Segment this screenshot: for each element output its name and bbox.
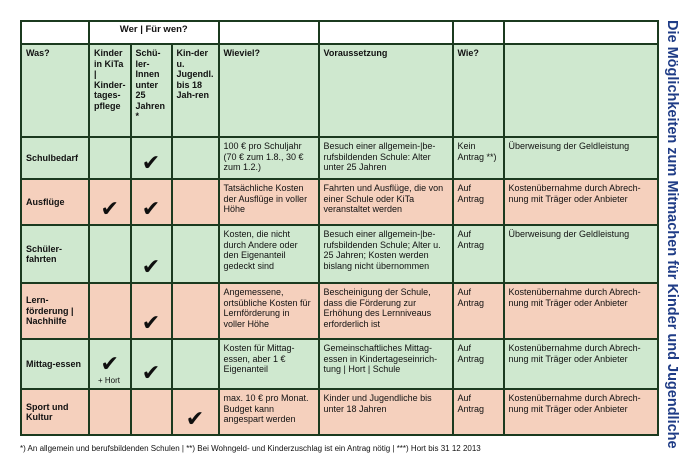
check-schueler bbox=[131, 283, 172, 339]
cell-how: Auf Antrag bbox=[453, 179, 504, 225]
check-icon: ✔ bbox=[141, 361, 161, 386]
check-jugend bbox=[172, 389, 219, 435]
check-icon: ✔ bbox=[141, 151, 161, 176]
check-icon: ✔ bbox=[185, 407, 205, 432]
header-result bbox=[504, 44, 658, 137]
check-kita bbox=[89, 283, 131, 339]
cell-result: Kostenübernahme durch Abrech-nung mit Träger oder Anbieter bbox=[504, 389, 658, 435]
group-header: Wer | Für wen? bbox=[89, 21, 219, 44]
cell-how-much: max. 10 € pro Monat. Budget kann angespart werden bbox=[219, 389, 319, 435]
header-how: Wie? bbox=[453, 44, 504, 137]
cell-how-much: Tatsächliche Kosten der Ausflüge in voller Höhe bbox=[219, 179, 319, 225]
header-spacer bbox=[453, 21, 504, 44]
check-icon: ✔ bbox=[100, 197, 119, 222]
cell-requirement: Kinder und Jugendliche bis unter 18 Jahren bbox=[319, 389, 453, 435]
cell-how-much: 100 € pro Schuljahr (70 € zum 1.8., 30 € zum 1.2.) bbox=[219, 137, 319, 179]
cell-how-much: Angemessene, ortsübliche Kosten für Lernförderung in voller Höhe bbox=[219, 283, 319, 339]
check-kita bbox=[89, 137, 131, 179]
check-icon: ✔ bbox=[141, 311, 161, 336]
cell-requirement: Besuch einer allgemein-|be-rufsbildenden Schule; Alter u. 25 Jahren; Kosten werden bislang nicht übernommen bbox=[319, 225, 453, 283]
cell-requirement: Gemeinschaftliches Mittag-essen in Kindertageseinrich-tung | Hort | Schule bbox=[319, 339, 453, 389]
cell-requirement: Fahrten und Ausflüge, die von einer Schule oder KiTa veranstaltet werden bbox=[319, 179, 453, 225]
check-jugend bbox=[172, 225, 219, 283]
corner-cell bbox=[21, 21, 89, 44]
header-schueler: Schü-ler-Innen unter 25 Jahren * bbox=[131, 44, 172, 137]
cell-result: Kostenübernahme durch Abrech-nung mit Träger oder Anbieter bbox=[504, 179, 658, 225]
table-row bbox=[21, 225, 658, 283]
table-row bbox=[21, 179, 658, 225]
cell-requirement: Bescheinigung der Schule, dass die Förderung zur Erhöhung des Lernniveaus erforderlich ist bbox=[319, 283, 453, 339]
row-label: Ausflüge bbox=[21, 179, 89, 225]
check-kita bbox=[89, 179, 131, 225]
table-row bbox=[21, 389, 658, 435]
hort-note: + Hort bbox=[98, 376, 121, 385]
cell-how: Auf Antrag bbox=[453, 225, 504, 283]
cell-how: Auf Antrag bbox=[453, 283, 504, 339]
check-jugend bbox=[172, 339, 219, 389]
table-row bbox=[21, 137, 658, 179]
check-kita bbox=[89, 225, 131, 283]
check-schueler bbox=[131, 225, 172, 283]
cell-result: Kostenübernahme durch Abrech-nung mit Träger oder Anbieter bbox=[504, 283, 658, 339]
check-icon: ✔ bbox=[141, 255, 161, 280]
check-schueler bbox=[131, 137, 172, 179]
row-label: Mittag-essen bbox=[21, 339, 89, 389]
check-icon: ✔ bbox=[141, 197, 161, 222]
header-how-much: Wieviel? bbox=[219, 44, 319, 137]
check-schueler bbox=[131, 339, 172, 389]
benefits-table bbox=[20, 20, 659, 436]
check-jugend bbox=[172, 179, 219, 225]
cell-how: Kein Antrag **) bbox=[453, 137, 504, 179]
cell-requirement: Besuch einer allgemein-|be-rufsbildenden Schule: Alter unter 25 Jahren bbox=[319, 137, 453, 179]
cell-result: Kostenübernahme durch Abrech-nung mit Träger oder Anbieter bbox=[504, 339, 658, 389]
row-label: Schulbedarf bbox=[21, 137, 89, 179]
check-schueler bbox=[131, 179, 172, 225]
cell-result: Überweisung der Geldleistung bbox=[504, 137, 658, 179]
side-title: Die Möglichkeiten zum Mitmachen für Kinder und Jugendliche bbox=[664, 19, 680, 449]
header-spacer bbox=[319, 21, 453, 44]
check-jugend bbox=[172, 137, 219, 179]
header-requirement: Voraussetzung bbox=[319, 44, 453, 137]
cell-how: Auf Antrag bbox=[453, 339, 504, 389]
table-row bbox=[21, 283, 658, 339]
header-what: Was? bbox=[21, 44, 89, 137]
header-spacer bbox=[219, 21, 319, 44]
row-label: Schüler-fahrten bbox=[21, 225, 89, 283]
table-row bbox=[21, 339, 658, 389]
header-spacer bbox=[504, 21, 658, 44]
check-schueler bbox=[131, 389, 172, 435]
row-label: Lern-förderung | Nachhilfe bbox=[21, 283, 89, 339]
check-kita bbox=[89, 389, 131, 435]
check-icon: ✔ bbox=[100, 352, 119, 377]
cell-result: Überweisung der Geldleistung bbox=[504, 225, 658, 283]
cell-how-much: Kosten, die nicht durch Andere oder den Eigenanteil gedeckt sind bbox=[219, 225, 319, 283]
footnote: *) An allgemein und berufsbildenden Schulen | **) Bei Wohngeld- und Kinderzuschlag ist ein Antrag nötig | ***) Hort bis 31 12 2013 bbox=[20, 444, 481, 453]
cell-how: Auf Antrag bbox=[453, 389, 504, 435]
header-jugend: Kin-der u. Jugendl. bis 18 Jah-ren bbox=[172, 44, 219, 137]
check-jugend bbox=[172, 283, 219, 339]
check-kita bbox=[89, 339, 131, 389]
cell-how-much: Kosten für Mittag-essen, aber 1 € Eigenanteil bbox=[219, 339, 319, 389]
row-label: Sport und Kultur bbox=[21, 389, 89, 435]
header-kita: Kinder in KiTa | Kinder-tages-pflege bbox=[89, 44, 131, 137]
